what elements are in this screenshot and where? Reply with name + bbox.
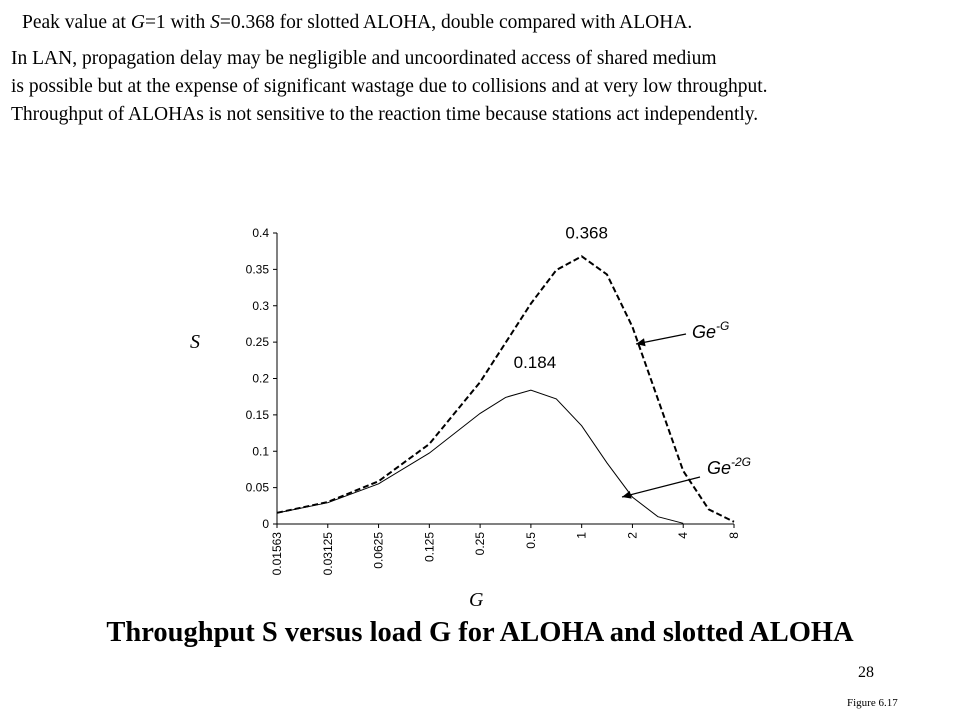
x-tick-label: 0.5 [523,532,538,549]
y-axis-title: S [190,331,200,353]
y-tick-label: 0.4 [252,226,269,240]
x-tick-label: 0.125 [422,532,437,563]
chart-caption: Throughput S versus load G for ALOHA and slotted ALOHA [106,617,854,648]
x-tick-label: 0.0625 [371,532,386,569]
y-tick-label: 0.2 [252,371,269,386]
bullet-1-text-c: =1 with [144,12,211,33]
peak-label-slotted: 0.368 [565,223,608,243]
x-tick-label: 4 [676,532,691,539]
arrow-line [622,477,700,497]
x-tick-label: 0.03125 [320,532,335,576]
bullet-1-var-g: G [130,12,145,33]
y-tick-label: 0.15 [245,407,269,422]
figure-number: Figure 6.17 [847,697,898,709]
y-tick-label: 0.05 [245,480,269,495]
y-tick-label: 0.1 [252,444,269,459]
y-tick-label: 0.3 [252,298,269,313]
bullet-1-text-e: =0.368 for slotted ALOHA, double compared with ALOHA. [219,12,693,33]
series-aloha-slotted-line [277,256,734,522]
x-tick-label: 1 [574,532,589,539]
y-tick-label: 0 [262,517,269,531]
x-tick-label: 8 [727,532,741,539]
page-number: 28 [858,664,874,681]
y-tick-label: 0.25 [245,335,269,350]
series-aloha-pure-line [277,390,683,523]
arrow-head-icon [622,491,632,499]
bullet-reaction-time: Throughput of ALOHAs is not sensitive to the reaction time because stations act independently. [11,104,759,125]
x-tick-label: 0.01563 [270,532,284,576]
bullet-lan-delay: In LAN, propagation delay may be negligible and uncoordinated access of shared medium [11,48,717,69]
y-tick-label: 0.35 [245,262,269,277]
bullet-lan-wastage: is possible but at the expense of significant wastage due to collisions and at very low throughput. [11,76,768,97]
curve-label-ge-2g: $Ge^{-2G}$ [707,455,752,478]
peak-label-pure: 0.184 [513,353,557,373]
bullet-1-var-s: S [210,12,220,33]
x-axis-title: G [469,589,484,611]
x-tick-label: 0.25 [473,532,488,556]
bullet-1-text-a: Peak value at [22,12,131,33]
curve-label-ge-g: $Ge^{-G}$ [692,319,730,342]
x-tick-label: 2 [625,532,640,539]
